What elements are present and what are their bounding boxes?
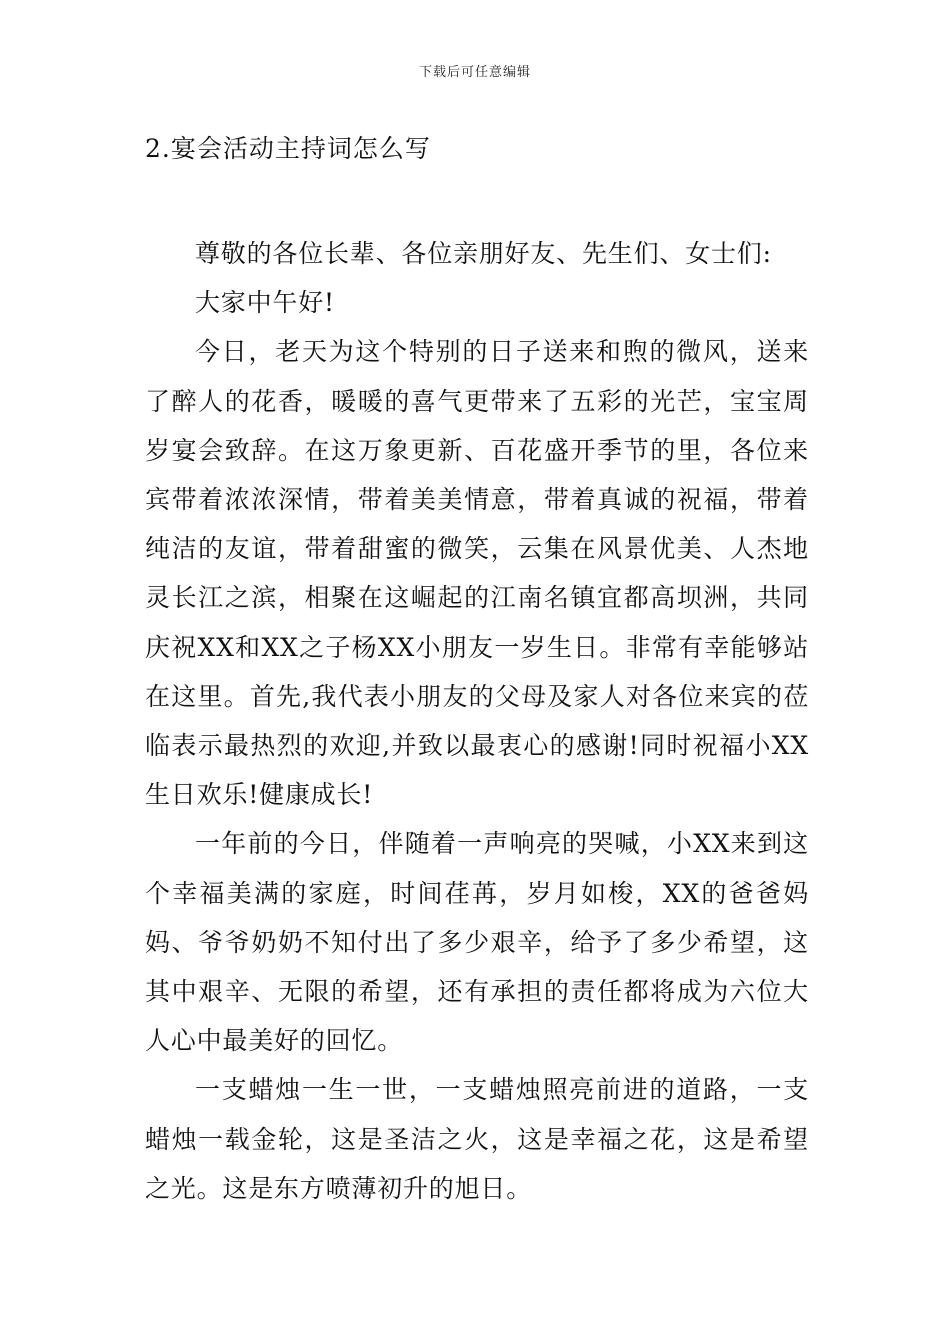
paragraph-hello: 大家中午好! (195, 288, 335, 318)
paragraph-year-ago: 一年前的今日，伴随着一声响亮的哭喊，小XX来到这个幸福美满的家庭，时间荏苒，岁月如梭，XX的爸爸妈妈、爷爷奶奶不知付出了多少艰辛，给予了多少希望，这其中艰辛、无限的希望，还有承担的责任都将成为六位大人心中最美好的回忆。 (145, 829, 809, 1056)
document-body (145, 229, 809, 1213)
paragraph-greeting: 尊敬的各位长辈、各位亲朋好友、先生们、女士们: (195, 239, 772, 268)
header-note: 下载后可任意编辑 (418, 65, 531, 80)
paragraph-today: 今日，老天为这个特别的日子送来和煦的微风，送来了醉人的花香，暖暖的喜气更带来了五彩的光芒，宝宝周岁宴会致辞。在这万象更新、百花盛开季节的里，各位来宾带着浓浓深情，带着美美情意，带着真诚的祝福，带着纯洁的友谊，带着甜蜜的微笑，云集在风景优美、人杰地灵长江之滨，相聚在这崛起的江南名镇宜都高坝洲，共同庆祝XX和XX之子杨XX小朋友一岁生日。非常有幸能够站在这里。首先,我代表小朋友的父母及家人对各位来宾的莅临表示最热烈的欢迎,并致以最衷心的感谢!同时祝福小XX生日欢乐!健康成长! (145, 337, 809, 810)
document-title: 2.宴会活动主持词怎么写 (145, 134, 431, 163)
paragraph-candle: 一支蜡烛一生一世，一支蜡烛照亮前进的道路，一支蜡烛一载金轮，这是圣洁之火，这是幸福之花，这是希望之光。这是东方喷薄初升的旭日。 (145, 1075, 809, 1203)
